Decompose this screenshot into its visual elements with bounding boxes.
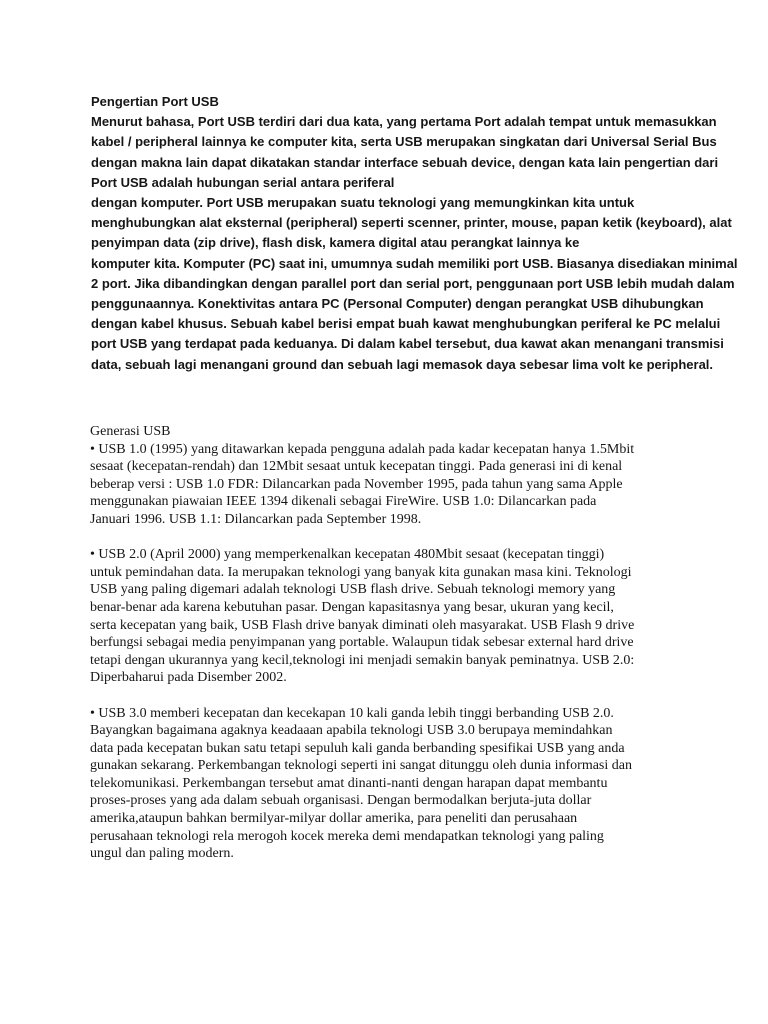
paragraph-line: tetapi dengan ukurannya yang kecil,teknologi ini menjadi semakin banyak peminatnya. USB 2.0: [90,652,635,668]
paragraph-line: dengan makna lain dapat dikatakan standar interface sebuah device, dengan kata lain pengertian dari [91,154,719,170]
paragraph-line: komputer kita. Komputer (PC) saat ini, umumnya sudah memiliki port USB. Biasanya disediakan minimal [91,255,738,271]
paragraph-line: menghubungkan alat eksternal (peripheral) seperti scenner, printer, mouse, papan ketik (keyboard), alat [91,215,732,231]
paragraph-line: beberap versi : USB 1.0 FDR: Dilancarkan pada November 1995, pada tahun yang sama Apple [90,476,623,492]
paragraph-line: • USB 3.0 memberi kecepatan dan kecekapan 10 kali ganda lebih tinggi berbanding USB 2.0. [90,705,614,721]
paragraph-line: • USB 2.0 (April 2000) yang memperkenalkan kecepatan 480Mbit sesaat (kecepatan tinggi) [90,547,605,563]
paragraph-line: serta kecepatan yang baik, USB Flash drive banyak diminati oleh masyarakat. USB Flash 9 drive [90,617,635,633]
paragraph-line: Menurut bahasa, Port USB terdiri dari dua kata, yang pertama Port adalah tempat untuk memasukkan [91,114,717,130]
paragraph-line: gunakan sekarang. Perkembangan teknologi seperti ini sangat ditunggu oleh dunia informasi dan [90,758,632,774]
paragraph-line: berfungsi sebagai media penyimpanan yang portable. Walaupun tidak sebesar external hard drive [90,635,634,651]
paragraph-line: untuk pemindahan data. Ia merupakan teknologi yang banyak kita gunakan masa kini. Teknologi [90,564,632,580]
paragraph-line: USB yang paling digemari adalah teknologi USB flash drive. Sebuah teknologi memory yang [90,582,616,598]
paragraph-line: amerika,ataupun bahkan bermilyar-milyar dollar amerika, para peneliti dan perusahaan [90,811,578,827]
section-heading: Pengertian Port USB [91,94,219,109]
paragraph-line: data pada kecepatan bukan satu tetapi sepuluh kali ganda berbanding spesifikai USB yang anda [90,740,625,756]
paragraph-line: Januari 1996. USB 1.1: Dilancarkan pada September 1998. [90,511,422,527]
paragraph-line: port USB yang terdapat pada keduanya. Di dalam kabel tersebut, dua kawat akan menangani transmisi [91,336,724,352]
usb1-paragraph [90,441,690,529]
paragraph-line: dengan komputer. Port USB merupakan suatu teknologi yang memungkinkan kita untuk [91,195,635,211]
section-pengertian-port-usb [91,92,738,375]
usb3-paragraph [90,705,690,863]
paragraph-line: benar-benar ada karena kebutuhan pasar. Dengan kapasitasnya yang besar, ukuran yang kecil, [90,599,614,615]
paragraph-line: ungul dan paling modern. [90,846,234,862]
paragraph-line: penyimpan data (zip drive), flash disk, kamera digital atau perangkat lainnya ke [91,235,580,251]
paragraph-line: proses-proses yang ada dalam sebuah organisasi. Dengan bermodalkan berjuta-juta dollar [90,793,592,809]
paragraph-line: penggunaannya. Konektivitas antara PC (Personal Computer) dengan perangkat USB dihubungkan [91,296,704,312]
paragraph-line: Port USB adalah hubungan serial antara periferal [91,174,395,190]
usb2-paragraph [90,546,690,687]
paragraph-line: sesaat (kecepatan-rendah) dan 12Mbit sesaat untuk kecepatan tinggi. Pada generasi ini di kenal [90,459,623,475]
paragraph-line: dengan kabel khusus. Sebuah kabel berisi empat buah kawat menghubungkan periferal ke PC melalui [91,316,721,332]
section-heading: Generasi USB [90,424,171,439]
paragraph-line: Diperbaharui pada Disember 2002. [90,670,287,686]
paragraph-line: data, sebuah lagi menangani ground dan sebuah lagi memasok daya sebesar lima volt ke peripheral. [91,356,714,372]
section-generasi-usb [90,423,690,863]
paragraph-gap [90,529,690,547]
paragraph-line: telekomunikasi. Perkembangan tersebut amat dinanti-nanti dengan harapan dapat membantu [90,775,608,791]
paragraph-line: menggunakan piawaian IEEE 1394 dikenali sebagai FireWire. USB 1.0: Dilancarkan pada [90,494,597,510]
paragraph-gap [90,687,690,705]
paragraph-line: 2 port. Jika dibandingkan dengan parallel port dan serial port, penggunaan port USB lebih mudah dalam [91,275,735,291]
paragraph-line: Bayangkan bagaimana agaknya keadaaan apabila teknologi USB 3.0 berupaya memindahkan [90,723,613,739]
paragraph-line: perusahaan teknologi rela merogoh kocek mereka demi mendapatkan teknologi yang paling [90,828,604,844]
paragraph-line: • USB 1.0 (1995) yang ditawarkan kepada pengguna adalah pada kadar kecepatan hanya 1.5Mbit [90,441,635,457]
paragraph-line: kabel / peripheral lainnya ke computer kita, serta USB merupakan singkatan dari Universal Serial Bus [91,134,717,150]
